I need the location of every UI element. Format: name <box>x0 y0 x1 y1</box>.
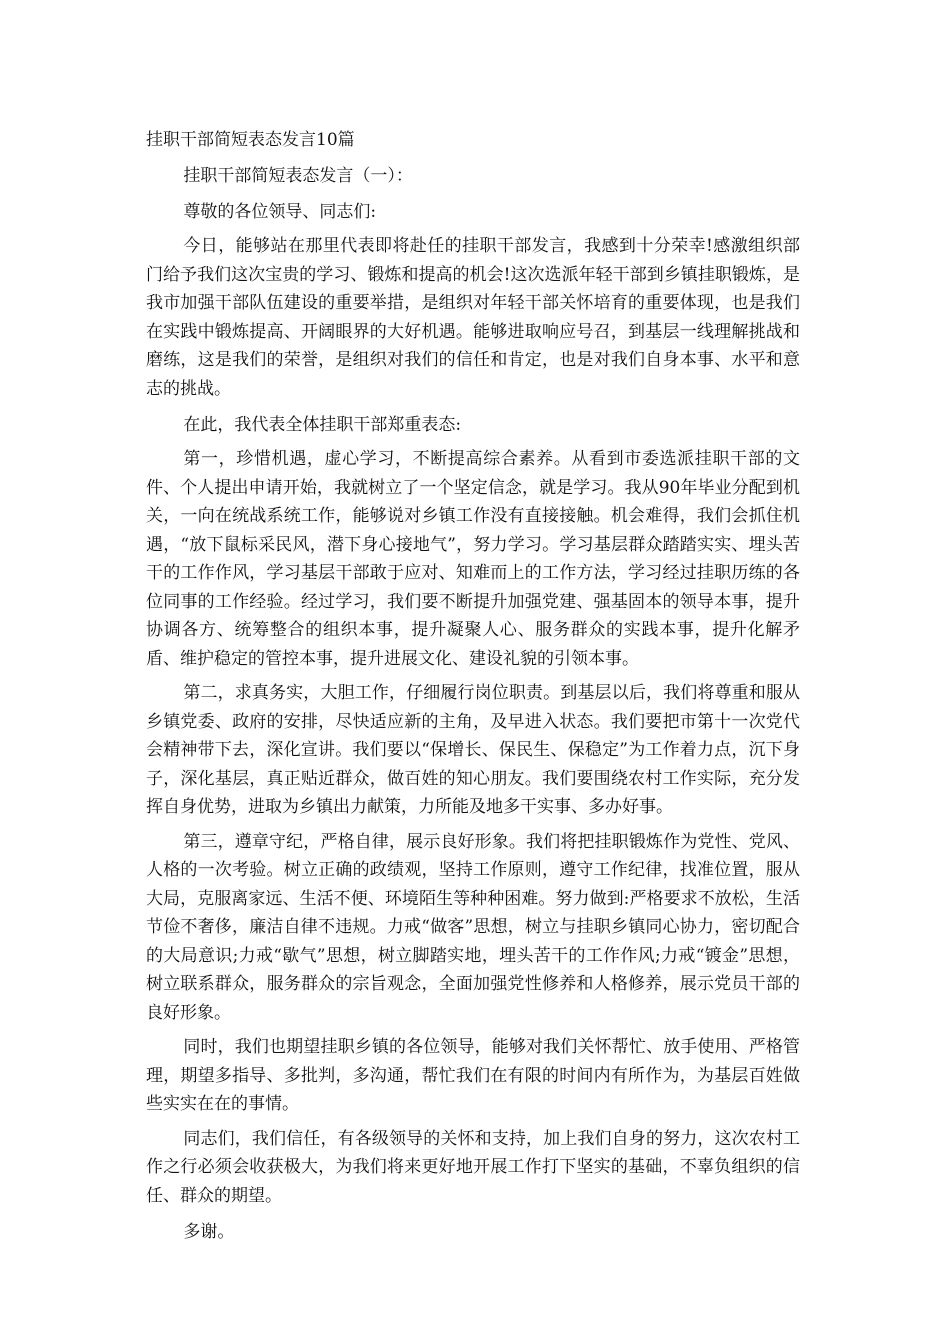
body-paragraph: 在此，我代表全体挂职干部郑重表态: <box>183 415 462 435</box>
body-paragraph: 今日，能够站在那里代表即将赴任的挂职干部发言，我感到十分荣幸!感激组织部门给予我们这次宝贵的学习、锻炼和提高的机会!这次选派年轻干部到乡镇挂职锻炼，是我市加强干部队伍建设的重要举措，是组织对年轻干部关怀培育的重要体现，也是我们在实践中锻炼提高、开阔眼界的大好机遇。能够进取响应号召，到基层一线理解挑战和磨练，这是我们的荣誉，是组织对我们的信任和肯定，也是对我们自身本事、水平和意志的挑战。 <box>146 236 800 399</box>
body-paragraph: 同志们，我们信任，有各级领导的关怀和支持，加上我们自身的努力，这次农村工作之行必须会收获极大，为我们将来更好地开展工作打下坚实的基础，不辜负组织的信任、群众的期望。 <box>146 1128 800 1206</box>
body-paragraph: 第三，遵章守纪，严格自律，展示良好形象。我们将把挂职锻炼作为党性、党风、人格的一次考验。树立正确的政绩观，坚持工作原则，遵守工作纪律，找准位置，服从大局，克服离家远、生活不便、环境陌生等种种困难。努力做到:严格要求不放松，生活节俭不奢侈，廉洁自律不违规。力戒“做客”思想，树立与挂职乡镇同心协力，密切配合的大局意识;力戒“歇气”思想，树立脚踏实地，埋头苦干的工作作风;力戒“镀金”思想，树立联系群众，服务群众的宗旨观念，全面加强党性修养和人格修养，展示党员干部的良好形象。 <box>146 831 800 1023</box>
body-paragraph: 同时，我们也期望挂职乡镇的各位领导，能够对我们关怀帮忙、放手使用、严格管理，期望多指导、多批判，多沟通，帮忙我们在有限的时间内有所作为，为基层百姓做些实实在在的事情。 <box>146 1037 800 1114</box>
closing-line: 多谢。 <box>183 1222 235 1242</box>
body-paragraph: 第一，珍惜机遇，虚心学习，不断提高综合素养。从看到市委选派挂职干部的文件、个人提出申请开始，我就树立了一个坚定信念，就是学习。我从90年毕业分配到机关，一向在统战系统工作，能够说对乡镇工作没有直接接触。机会难得，我们会抓住机遇，“放下鼠标采民风，潜下身心接地气”，努力学习。学习基层群众踏踏实实、埋头苦干的工作作风，学习基层干部敢于应对、知难而上的工作方法，学习经过挂职历练的各位同事的工作经验。经过学习，我们要不断提升加强党建、强基固本的领导本事，提升协调各方、统筹整合的组织本事，提升凝聚人心、服务群众的实践本事，提升化解矛盾、维护稳定的管控本事，提升进展文化、建设礼貌的引领本事。 <box>146 449 800 669</box>
document-page <box>146 124 800 1252</box>
section-heading: 挂职干部简短表态发言（一）： <box>183 166 413 186</box>
salutation: 尊敬的各位领导、同志们: <box>183 202 377 222</box>
document-title: 挂职干部简短表态发言10篇 <box>146 130 355 150</box>
body-paragraph: 第二，求真务实，大胆工作，仔细履行岗位职责。到基层以后，我们将尊重和服从乡镇党委、政府的安排，尽快适应新的主角，及早进入状态。我们要把市第十一次党代会精神带下去，深化宣讲。我们要以“保增长、保民生、保稳定”为工作着力点，沉下身子，深化基层，真正贴近群众，做百姓的知心朋友。我们要围绕农村工作实际，充分发挥自身优势，进取为乡镇出力献策，力所能及地多干实事、多办好事。 <box>146 683 800 817</box>
